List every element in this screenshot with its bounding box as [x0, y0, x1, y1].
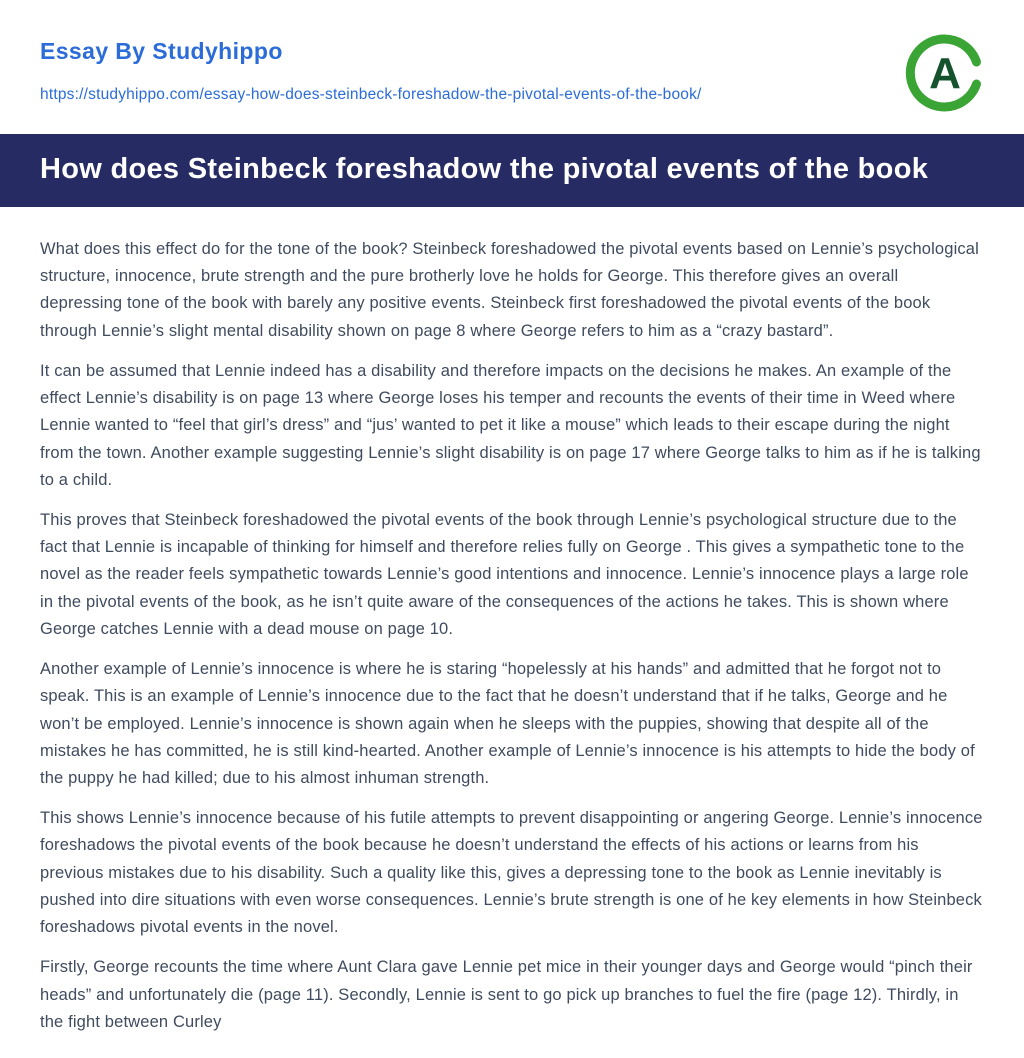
title-banner: [0, 134, 1024, 207]
logo-letter: A: [929, 49, 961, 98]
page-title: How does Steinbeck foreshadow the pivotal events of the book: [40, 153, 929, 186]
essay-paragraph: What does this effect do for the tone of the book? Steinbeck foreshadowed the pivotal events based on Lennie’s psychological structure, innocence, brute strength and the pure brotherly love he holds for George. This therefore gives an overall depressing tone of the book with barely any positive events. Steinbeck first foreshadowed the pivotal events of the book through Lennie’s slight mental disability shown on page 8 where George refers to him as a “crazy bastard”.: [40, 240, 979, 340]
essay-paragraph: Another example of Lennie’s innocence is where he is staring “hopelessly at his hands” and admitted that he forgot not to speak. This is an example of Lennie’s innocence due to the fact that he doesn’t understand that if he talks, George and he won’t be employed. Lennie’s innocence is shown again when he sleeps with the puppies, showing that despite all of the mistakes he has committed, he is still kind-hearted. Another example of Lennie’s innocence is his attempts to hide the body of the puppy he had killed; due to his almost inhuman strength.: [40, 660, 975, 787]
essay-paragraph: This proves that Steinbeck foreshadowed the pivotal events of the book through Lennie’s psychological structure due to the fact that Lennie is incapable of thinking for himself and therefore relies fully on George . This gives a sympathetic tone to the novel as the reader feels sympathetic towards Lennie’s good intentions and innocence. Lennie’s innocence plays a large role in the pivotal events of the book, as he isn’t quite aware of the consequences of the actions he takes. This is shown where George catches Lennie with a dead mouse on page 10.: [40, 511, 969, 638]
document-header: [0, 0, 1024, 106]
site-title: Essay By Studyhippo: [40, 38, 283, 64]
studyhippo-logo-icon: [904, 32, 986, 114]
essay-paragraph: Firstly, George recounts the time where Aunt Clara gave Lennie pet mice in their younger days and George would “pinch their heads” and unfortunately die (page 11). Secondly, Lennie is sent to go pick up branches to fuel the fire (page 12). Thirdly, in the fight between Curley: [40, 958, 973, 1031]
essay-body: [0, 207, 1024, 1036]
essay-paragraph: It can be assumed that Lennie indeed has a disability and therefore impacts on the decisions he makes. An example of the effect Lennie’s disability is on page 13 where George loses his temper and recounts the events of their time in Weed where Lennie wanted to “feel that girl’s dress” and “jus’ wanted to pet it like a mouse” which leads to their escape during the night from the town. Another example suggesting Lennie’s slight disability is on page 17 where George talks to him as if he is talking to a child.: [40, 361, 981, 489]
source-url-link[interactable]: https://studyhippo.com/essay-how-does-steinbeck-foreshadow-the-pivotal-events-of-the-book/: [40, 86, 702, 103]
logo-ring-icon: [904, 32, 986, 114]
essay-paragraph: This shows Lennie’s innocence because of his futile attempts to prevent disappointing or angering George. Lennie’s innocence foreshadows the pivotal events of the book because he doesn’t understand the effects of his actions or learns from his previous mistakes due to his disability. Such a quality like this, gives a depressing tone to the book as Lennie inevitably is pushed into dire situations with even worse consequences. Lennie’s brute strength is one of he key elements in how Steinbeck foreshadows pivotal events in the novel.: [40, 809, 983, 937]
